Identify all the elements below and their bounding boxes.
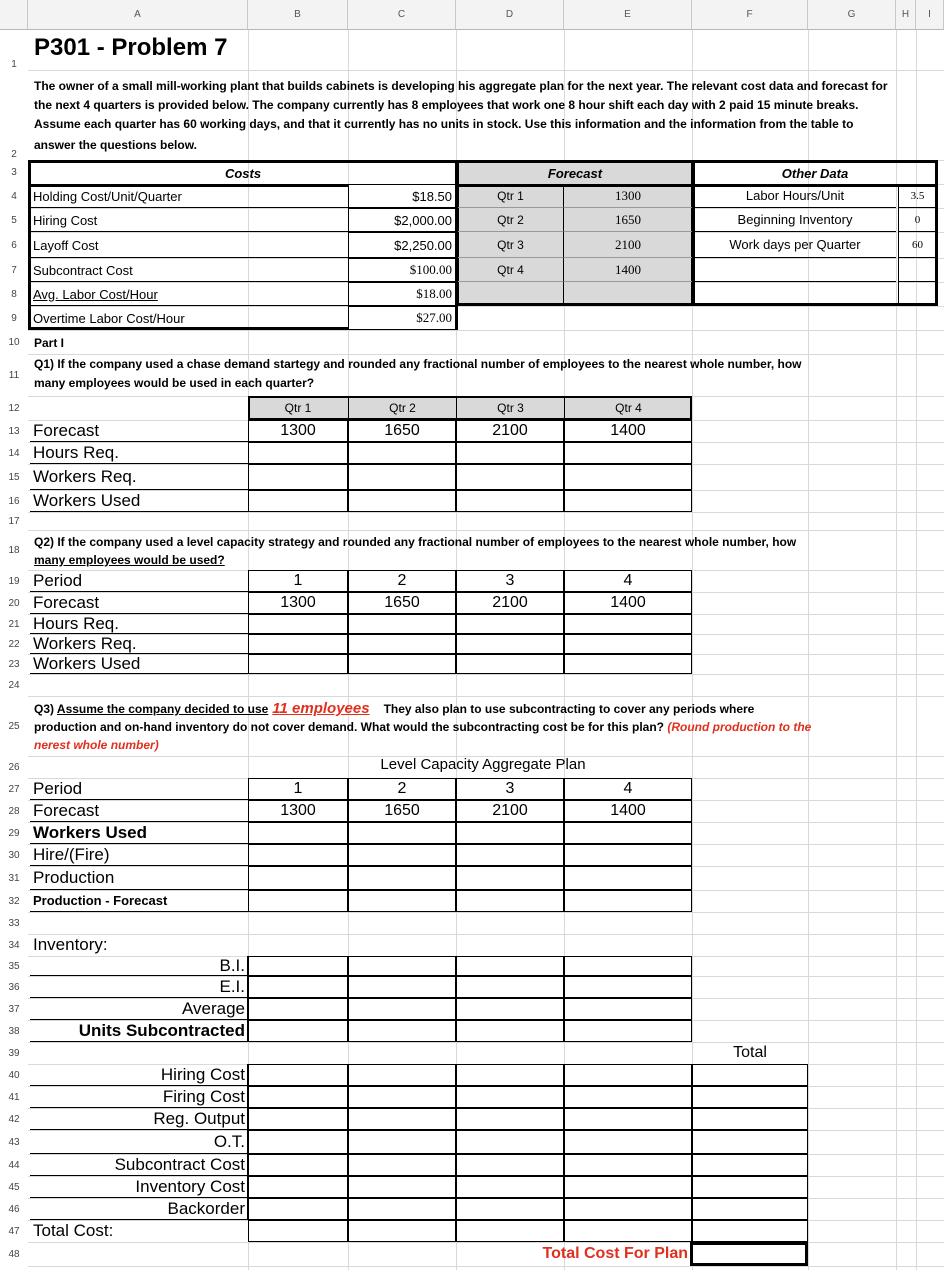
plan-input-cell[interactable] (348, 822, 456, 844)
cost-value[interactable]: $100.00 (348, 258, 456, 282)
total-cell[interactable] (692, 1130, 808, 1154)
row-number[interactable]: 39 (8, 1047, 20, 1059)
row-number[interactable]: 46 (8, 1203, 20, 1215)
row-number[interactable]: 35 (8, 960, 20, 972)
column-header-f[interactable]: F (692, 0, 808, 30)
row-number[interactable]: 15 (8, 471, 20, 483)
plan-input-cell[interactable] (456, 1130, 564, 1154)
q1-input-cell[interactable] (564, 490, 692, 512)
other-data-header: Other Data (781, 165, 849, 181)
q2-input-cell[interactable] (348, 634, 456, 654)
forecast-value[interactable]: 1300 (564, 184, 692, 208)
row-number[interactable]: 34 (8, 939, 20, 951)
total-cost-for-plan-label: Total Cost For Plan (542, 1245, 688, 1262)
row-number[interactable]: 1 (11, 59, 17, 70)
plan-row-label-total-cost: Total Cost: (33, 1221, 114, 1240)
forecast-value[interactable]: 2100 (564, 232, 692, 258)
plan-input-cell[interactable] (456, 822, 564, 844)
q2-input-cell[interactable] (564, 654, 692, 674)
q3-line-1 (34, 699, 754, 720)
row-number[interactable]: 33 (8, 917, 20, 929)
plan-input-cell[interactable] (348, 1064, 456, 1086)
q1-input-cell[interactable] (456, 490, 564, 512)
q2-period-cell[interactable]: 2 (348, 570, 456, 592)
gridline-horizontal (28, 912, 944, 913)
plan-input-cell[interactable] (248, 1176, 348, 1198)
plan-input-cell[interactable] (564, 1108, 692, 1130)
q3-round-note: (Round production to the (667, 720, 812, 734)
page-title: P301 - Problem 7 (34, 34, 228, 61)
column-header-a[interactable]: A (28, 0, 248, 30)
row-number[interactable]: 26 (8, 761, 20, 773)
plan-period-cell[interactable]: 4 (564, 778, 692, 800)
gridline-horizontal (28, 674, 944, 675)
q1-forecast-cell[interactable]: 1400 (564, 420, 692, 442)
q1-line-2: many employees would be used in each quarter? (34, 376, 315, 390)
q2-row-label: Hours Req. (30, 614, 248, 634)
plan-input-cell[interactable] (248, 956, 348, 976)
other-data-value[interactable]: 60 (898, 232, 936, 258)
other-data-empty-cell[interactable] (694, 282, 896, 306)
plan-row-label-hire-fire: Hire/(Fire) (30, 844, 248, 866)
q1-forecast-cell[interactable]: 2100 (456, 420, 564, 442)
q1-input-cell[interactable] (348, 442, 456, 464)
q1-quarter-header: Qtr 2 (348, 396, 456, 420)
other-data-label: Labor Hours/Unit (694, 184, 896, 208)
plan-forecast-cell[interactable]: 1650 (348, 800, 456, 822)
intro-line-2: the next 4 quarters is provided below. The company currently has 8 employees that work one 8 hour shift each day with 2 paid 15 minute breaks. (34, 98, 859, 112)
q1-input-cell[interactable] (348, 464, 456, 490)
q1-row-label: Hours Req. (30, 442, 248, 464)
plan-input-cell[interactable] (348, 1108, 456, 1130)
row-number[interactable]: 20 (8, 597, 20, 609)
plan-row-label-hiring-cost: Hiring Cost (30, 1064, 248, 1086)
row-number[interactable]: 30 (8, 849, 20, 861)
plan-input-cell[interactable] (456, 1086, 564, 1108)
plan-input-cell[interactable] (564, 1020, 692, 1042)
cost-value[interactable]: $18.00 (348, 282, 456, 306)
total-cell[interactable] (692, 1086, 808, 1108)
plan-input-cell[interactable] (456, 890, 564, 912)
q1-input-cell[interactable] (564, 464, 692, 490)
gridline-horizontal (28, 696, 944, 697)
row-number[interactable]: 43 (8, 1136, 20, 1148)
plan-row-label-subcontract-cost: Subcontract Cost (30, 1154, 248, 1176)
forecast-quarter-label: Qtr 2 (458, 208, 564, 232)
plan-input-cell[interactable] (248, 1020, 348, 1042)
row-number[interactable]: 38 (8, 1025, 20, 1037)
other-data-empty-cell[interactable] (898, 258, 936, 282)
row-number[interactable]: 47 (8, 1225, 20, 1237)
plan-period-cell[interactable]: 3 (456, 778, 564, 800)
row-number[interactable]: 11 (8, 369, 20, 381)
part-label: Part I (34, 336, 65, 350)
column-header-d[interactable]: D (456, 0, 564, 30)
plan-input-cell[interactable] (456, 866, 564, 890)
cost-label: Avg. Labor Cost/Hour (33, 286, 158, 302)
total-column-header: Total (733, 1044, 767, 1061)
plan-input-cell[interactable] (564, 1130, 692, 1154)
row-number[interactable]: 23 (8, 658, 20, 670)
plan-input-cell[interactable] (456, 976, 564, 998)
q1-row-label: Workers Req. (30, 464, 248, 490)
plan-forecast-cell[interactable]: 1300 (248, 800, 348, 822)
cost-label: Holding Cost/Unit/Quarter (33, 188, 182, 204)
forecast-divider (563, 282, 564, 306)
q2-line-1: Q2) If the company used a level capacity strategy and rounded any fractional number of employees to the nearest whole number, how (34, 535, 797, 549)
column-header-h[interactable]: H (896, 0, 916, 30)
plan-input-cell[interactable] (564, 976, 692, 998)
other-data-label: Beginning Inventory (694, 208, 896, 232)
plan-input-cell[interactable] (248, 1086, 348, 1108)
plan-row-label-prod-minus-fc: Production - Forecast (30, 890, 248, 912)
row-number[interactable]: 7 (11, 264, 17, 276)
row-number[interactable]: 37 (8, 1003, 20, 1015)
q2-input-cell[interactable] (456, 654, 564, 674)
row-number[interactable]: 12 (8, 402, 20, 414)
cost-label: Overtime Labor Cost/Hour (33, 310, 185, 326)
q1-input-cell[interactable] (248, 442, 348, 464)
row-number[interactable]: 18 (8, 544, 20, 556)
row-number[interactable]: 44 (8, 1159, 20, 1171)
row-number[interactable]: 2 (11, 149, 17, 160)
plan-input-cell[interactable] (564, 866, 692, 890)
column-header-b[interactable]: B (248, 0, 348, 30)
plan-input-cell[interactable] (348, 866, 456, 890)
plan-input-cell[interactable] (348, 1198, 456, 1220)
plan-row-label-bi: B.I. (30, 956, 248, 976)
plan-row-label-forecast: Forecast (30, 800, 248, 822)
plan-input-cell[interactable] (248, 976, 348, 998)
row-number[interactable]: 4 (11, 190, 17, 202)
row-number[interactable]: 24 (8, 679, 20, 691)
plan-forecast-cell[interactable]: 2100 (456, 800, 564, 822)
row-number[interactable]: 16 (8, 495, 20, 507)
total-cell[interactable] (692, 1220, 808, 1242)
q3-line-3: nerest whole number) (34, 738, 159, 752)
total-cell[interactable] (692, 1064, 808, 1086)
plan-row-label-inventory-cost: Inventory Cost (30, 1176, 248, 1198)
plan-input-cell[interactable] (348, 844, 456, 866)
cost-label: Hiring Cost (33, 212, 98, 228)
plan-row-label-units-sub: Units Subcontracted (30, 1020, 248, 1042)
plan-input-cell[interactable] (248, 1108, 348, 1130)
plan-input-cell[interactable] (456, 1154, 564, 1176)
q2-input-cell[interactable] (456, 634, 564, 654)
cost-label: Subcontract Cost (33, 262, 133, 278)
q2-forecast-cell[interactable]: 2100 (456, 592, 564, 614)
total-cost-for-plan-cell[interactable] (690, 1242, 808, 1266)
plan-input-cell[interactable] (248, 998, 348, 1020)
cost-value[interactable]: $27.00 (348, 306, 456, 330)
total-cell[interactable] (692, 1176, 808, 1198)
q1-input-cell[interactable] (248, 490, 348, 512)
forecast-value[interactable]: 1400 (564, 258, 692, 282)
plan-input-cell[interactable] (456, 1020, 564, 1042)
q1-input-cell[interactable] (348, 490, 456, 512)
other-data-empty-cell[interactable] (898, 282, 936, 306)
q2-line-2: many employees would be used? (34, 553, 225, 567)
cost-value[interactable]: $2,250.00 (348, 232, 456, 258)
plan-input-cell[interactable] (564, 956, 692, 976)
plan-input-cell[interactable] (564, 1064, 692, 1086)
intro-line-3: Assume each quarter has 60 working days, and that it currently has no units in stock. Use this information and the information from the table to (34, 117, 854, 131)
row-number[interactable]: 22 (8, 638, 20, 650)
q2-row-label: Workers Used (30, 654, 248, 674)
row-number[interactable]: 27 (8, 783, 20, 795)
plan-row-label-backorder: Backorder (30, 1198, 248, 1220)
plan-row-label-ei: E.I. (30, 976, 248, 998)
total-cell[interactable] (692, 1198, 808, 1220)
plan-input-cell[interactable] (348, 976, 456, 998)
q2-input-cell[interactable] (564, 634, 692, 654)
plan-input-cell[interactable] (564, 1220, 692, 1242)
plan-input-cell[interactable] (348, 1086, 456, 1108)
forecast-quarter-label: Qtr 1 (458, 184, 564, 208)
plan-forecast-cell[interactable]: 1400 (564, 800, 692, 822)
q1-input-cell[interactable] (248, 464, 348, 490)
q1-input-cell[interactable] (564, 442, 692, 464)
other-data-label: Work days per Quarter (694, 232, 896, 258)
q2-input-cell[interactable] (248, 614, 348, 634)
plan-row-label-inventory: Inventory: (33, 935, 108, 954)
q2-input-cell[interactable] (348, 654, 456, 674)
total-cell[interactable] (692, 1154, 808, 1176)
plan-title: Level Capacity Aggregate Plan (380, 756, 586, 773)
plan-input-cell[interactable] (248, 890, 348, 912)
plan-input-cell[interactable] (348, 1220, 456, 1242)
plan-input-cell[interactable] (564, 1086, 692, 1108)
q2-forecast-cell[interactable]: 1400 (564, 592, 692, 614)
plan-input-cell[interactable] (248, 1130, 348, 1154)
plan-row-label-firing-cost: Firing Cost (30, 1086, 248, 1108)
plan-input-cell[interactable] (564, 1176, 692, 1198)
row-number[interactable]: 31 (8, 872, 20, 884)
q2-row-label: Forecast (30, 592, 248, 614)
column-header-g[interactable]: G (808, 0, 896, 30)
row-number[interactable]: 9 (11, 312, 17, 324)
plan-period-cell[interactable]: 2 (348, 778, 456, 800)
other-data-value[interactable]: 3.5 (898, 184, 936, 208)
row-number[interactable]: 13 (8, 425, 20, 437)
other-data-value[interactable]: 0 (898, 208, 936, 232)
column-header-i[interactable]: I (916, 0, 944, 30)
gridline-horizontal (28, 1266, 944, 1267)
plan-row-label-production: Production (30, 866, 248, 890)
select-all-corner[interactable] (0, 0, 28, 30)
q3-text-b: They also plan to use subcontracting to cover any periods where (383, 702, 755, 716)
row-number[interactable]: 48 (8, 1248, 20, 1260)
forecast-quarter-label: Qtr 3 (458, 232, 564, 258)
plan-input-cell[interactable] (248, 822, 348, 844)
gridline-horizontal (28, 530, 944, 531)
column-header-c[interactable]: C (348, 0, 456, 30)
plan-input-cell[interactable] (348, 1130, 456, 1154)
q3-text-c: production and on-hand inventory do not cover demand. What would the subcontracting cost be for this plan? (34, 720, 665, 734)
q2-row-label: Period (30, 570, 248, 592)
plan-input-cell[interactable] (348, 1020, 456, 1042)
plan-input-cell[interactable] (456, 998, 564, 1020)
q3-text-a: Assume the company decided to use (56, 702, 269, 716)
row-number[interactable]: 45 (8, 1181, 20, 1193)
plan-input-cell[interactable] (456, 1108, 564, 1130)
row-number[interactable]: 25 (8, 720, 20, 732)
row-number[interactable]: 36 (8, 981, 20, 993)
plan-input-cell[interactable] (456, 956, 564, 976)
q3-prefix: Q3) (34, 702, 57, 716)
q2-period-cell[interactable]: 1 (248, 570, 348, 592)
row-number[interactable]: 3 (11, 166, 17, 178)
other-data-empty-cell[interactable] (694, 258, 896, 282)
q2-row-label: Workers Req. (30, 634, 248, 654)
plan-input-cell[interactable] (564, 1154, 692, 1176)
row-number[interactable]: 5 (11, 214, 17, 226)
row-number[interactable]: 40 (8, 1069, 20, 1081)
q2-input-cell[interactable] (564, 614, 692, 634)
q1-forecast-cell[interactable]: 1650 (348, 420, 456, 442)
plan-input-cell[interactable] (456, 1176, 564, 1198)
row-number[interactable]: 32 (8, 895, 20, 907)
forecast-value[interactable]: 1650 (564, 208, 692, 232)
q2-input-cell[interactable] (248, 634, 348, 654)
q2-forecast-cell[interactable]: 1300 (248, 592, 348, 614)
row-number[interactable]: 29 (8, 827, 20, 839)
plan-row-label-period: Period (30, 778, 248, 800)
plan-input-cell[interactable] (456, 1064, 564, 1086)
plan-input-cell[interactable] (456, 844, 564, 866)
q2-input-cell[interactable] (456, 614, 564, 634)
q1-quarter-header: Qtr 4 (564, 396, 692, 420)
row-number[interactable]: 8 (11, 288, 17, 300)
total-cell[interactable] (692, 1108, 808, 1130)
q1-forecast-cell[interactable]: 1300 (248, 420, 348, 442)
q2-input-cell[interactable] (248, 654, 348, 674)
gridline-horizontal (28, 70, 944, 71)
plan-period-cell[interactable]: 1 (248, 778, 348, 800)
cost-label: Layoff Cost (33, 237, 99, 253)
row-number[interactable]: 42 (8, 1113, 20, 1125)
q3-employees-emphasis: 11 employees (272, 700, 370, 717)
plan-input-cell[interactable] (348, 998, 456, 1020)
plan-input-cell[interactable] (564, 822, 692, 844)
intro-line-4: answer the questions below. (34, 138, 197, 152)
q1-row-label: Workers Used (30, 490, 248, 512)
plan-input-cell[interactable] (564, 1198, 692, 1220)
plan-input-cell[interactable] (248, 1064, 348, 1086)
q1-quarter-header: Qtr 3 (456, 396, 564, 420)
row-number[interactable]: 6 (11, 239, 17, 251)
q1-input-cell[interactable] (456, 442, 564, 464)
plan-row-label-workers-used: Workers Used (30, 822, 248, 844)
plan-row-label-reg-output: Reg. Output (30, 1108, 248, 1130)
q2-period-cell[interactable]: 3 (456, 570, 564, 592)
costs-header: Costs (224, 165, 262, 181)
q1-input-cell[interactable] (456, 464, 564, 490)
row-number[interactable]: 21 (8, 618, 20, 630)
plan-input-cell[interactable] (348, 1176, 456, 1198)
plan-input-cell[interactable] (248, 1198, 348, 1220)
plan-input-cell[interactable] (564, 890, 692, 912)
q2-forecast-cell[interactable]: 1650 (348, 592, 456, 614)
row-number[interactable]: 41 (8, 1091, 20, 1103)
plan-row-label-ot: O.T. (30, 1130, 248, 1154)
cost-value[interactable]: $18.50 (348, 184, 456, 208)
q2-input-cell[interactable] (348, 614, 456, 634)
gridline-horizontal (28, 512, 944, 513)
row-number[interactable]: 19 (8, 575, 20, 587)
plan-row-label-average: Average (30, 998, 248, 1020)
plan-input-cell[interactable] (248, 1220, 348, 1242)
intro-line-1: The owner of a small mill-working plant that builds cabinets is developing his aggregate plan for the next year. The relevant cost data and forecast for (34, 79, 888, 93)
q2-period-cell[interactable]: 4 (564, 570, 692, 592)
plan-input-cell[interactable] (456, 1198, 564, 1220)
gridline-horizontal (28, 330, 944, 331)
row-number[interactable]: 28 (8, 805, 20, 817)
plan-input-cell[interactable] (248, 844, 348, 866)
row-number[interactable]: 14 (8, 447, 20, 459)
row-number[interactable]: 10 (8, 336, 20, 348)
q1-line-1: Q1) If the company used a chase demand startegy and rounded any fractional number of employees to the nearest whole number, how (34, 357, 802, 371)
q1-quarter-header: Qtr 1 (284, 401, 312, 415)
plan-input-cell[interactable] (248, 866, 348, 890)
plan-input-cell[interactable] (564, 844, 692, 866)
cost-value[interactable]: $2,000.00 (348, 208, 456, 232)
plan-input-cell[interactable] (248, 1154, 348, 1176)
forecast-quarter-label: Qtr 4 (458, 258, 564, 282)
plan-input-cell[interactable] (348, 890, 456, 912)
plan-input-cell[interactable] (348, 1154, 456, 1176)
q3-line-2 (34, 718, 811, 738)
forecast-header: Forecast (547, 165, 603, 181)
plan-input-cell[interactable] (456, 1220, 564, 1242)
q1-row-label: Forecast (30, 420, 248, 442)
plan-input-cell[interactable] (348, 956, 456, 976)
column-header-e[interactable]: E (564, 0, 692, 30)
plan-input-cell[interactable] (564, 998, 692, 1020)
cost-row-rule (30, 329, 348, 330)
row-number[interactable]: 17 (8, 515, 20, 527)
